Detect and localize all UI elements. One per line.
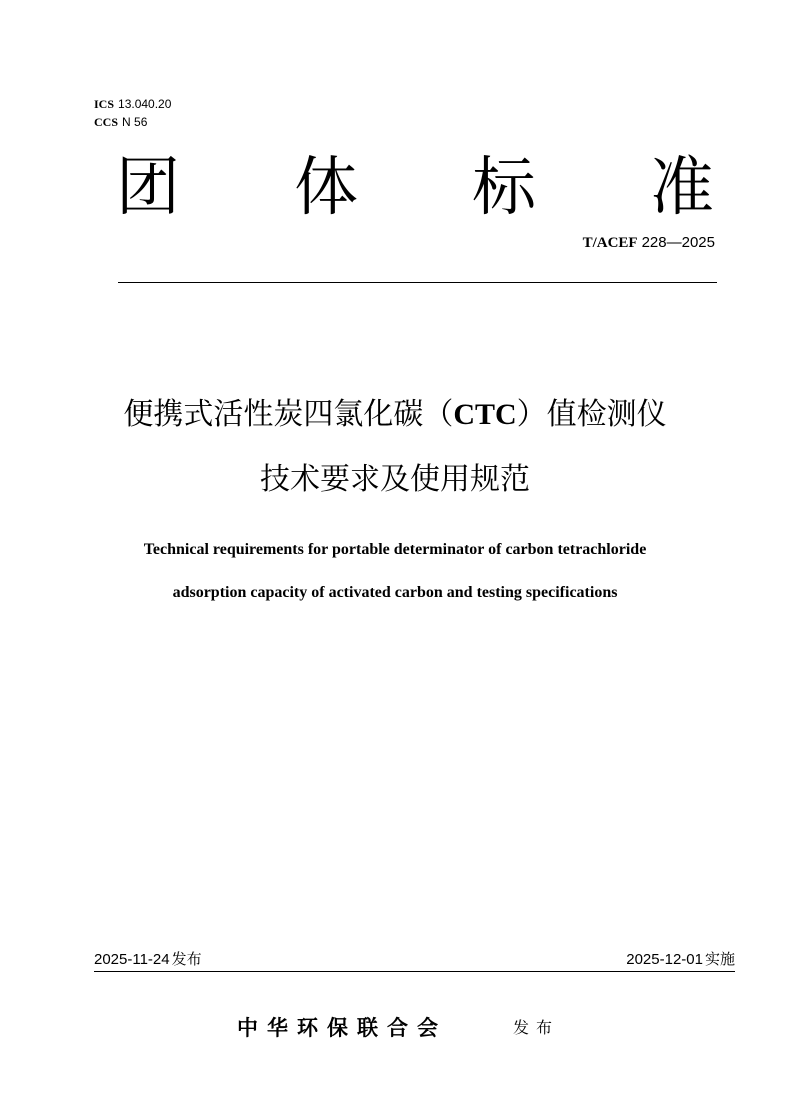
ics-value: 13.040.20 xyxy=(118,97,172,111)
standard-type-char-1: 团 xyxy=(116,151,180,225)
header-divider xyxy=(118,282,717,283)
standard-type-char-4: 准 xyxy=(650,151,714,225)
title-cn-line-1-abbrev: CTC xyxy=(453,398,517,431)
standard-number-prefix: T/ACEF xyxy=(582,235,638,251)
footer-divider xyxy=(94,971,735,972)
ccs-label: CCS xyxy=(94,115,119,129)
standard-number-value: 228—2025 xyxy=(641,234,715,251)
publish-word: 发布 xyxy=(513,1018,560,1037)
title-en-line-1: Technical requirements for portable determinator of carbon tetrachloride xyxy=(143,541,647,558)
publisher-name: 中华环保联合会 xyxy=(237,1016,447,1040)
title-cn-line-2: 技术要求及使用规范 xyxy=(260,462,530,497)
title-cn-line-1 xyxy=(0,395,790,435)
issue-date-word: 发布 xyxy=(171,950,202,968)
ics-code xyxy=(94,97,171,111)
implement-date-value: 2025-12-01 xyxy=(626,951,703,968)
title-en-line-2: adsorption capacity of activated carbon and testing specifications xyxy=(172,584,618,601)
title-cn-line-1-part-a: 便携式活性炭四氯化碳（ xyxy=(123,397,454,432)
issue-date-value: 2025-11-24 xyxy=(94,951,170,968)
implement-date-word: 实施 xyxy=(704,950,735,968)
issue-date xyxy=(94,949,202,970)
standard-type-char-2: 体 xyxy=(294,151,358,225)
implement-date xyxy=(626,949,735,970)
ccs-code xyxy=(94,115,147,129)
ccs-value: N 56 xyxy=(122,115,148,129)
standard-number xyxy=(583,233,715,252)
title-cn-line-1-part-b: ）值检测仪 xyxy=(516,397,667,432)
ics-label: ICS xyxy=(94,97,115,111)
standard-type-char-3: 标 xyxy=(472,151,536,225)
